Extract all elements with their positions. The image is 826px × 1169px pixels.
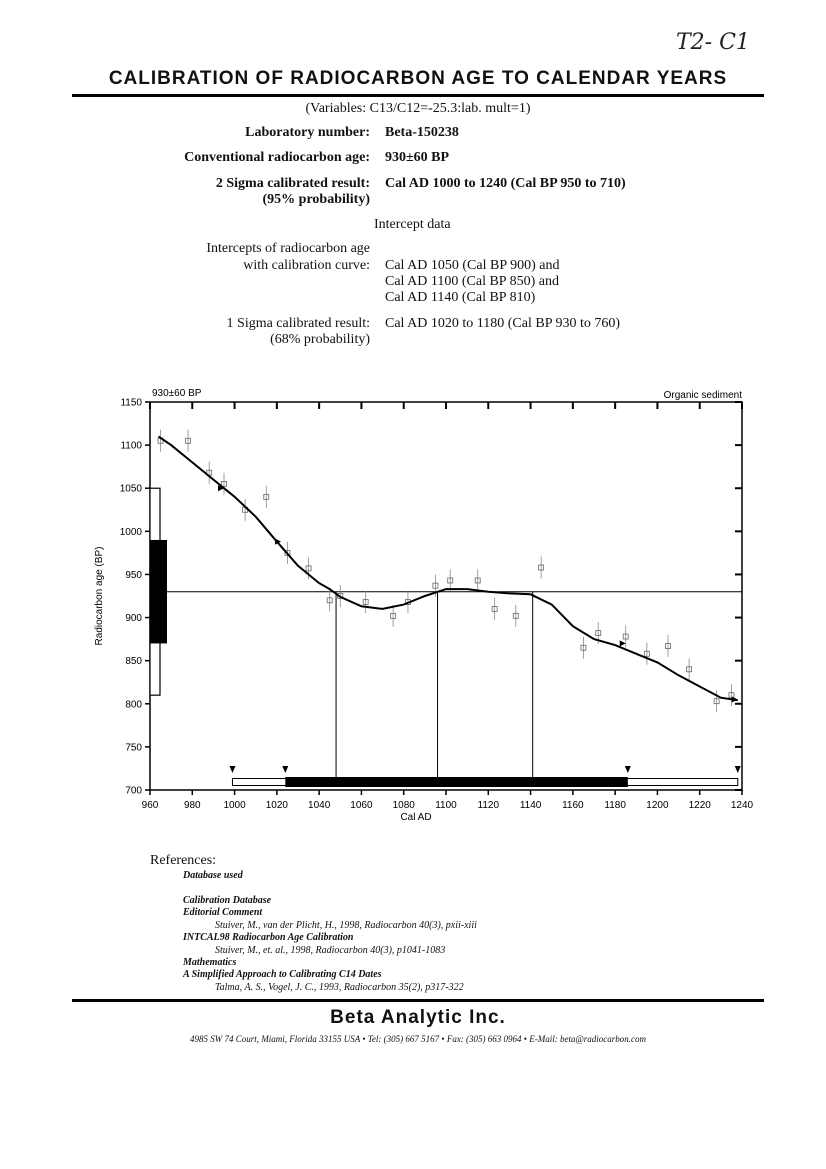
- range-marker: [625, 766, 631, 773]
- lab-number-value: Beta-150238: [385, 125, 459, 140]
- x-tick-label: 980: [183, 800, 201, 811]
- x-tick-label: 1200: [646, 800, 669, 811]
- x-tick-label: 1160: [562, 800, 584, 811]
- reference-title-2: Editorial Comment: [183, 907, 263, 918]
- y-tick-label: 950: [125, 569, 142, 581]
- reference-title-4: Mathematics: [183, 957, 237, 968]
- reference-title-5: A Simplified Approach to Calibrating C14 Dates: [183, 969, 382, 980]
- references-database-used: Database used: [183, 870, 243, 881]
- calibration-curve: [159, 437, 738, 701]
- x-tick-label: 1060: [350, 800, 373, 811]
- one-sigma-value: Cal AD 1020 to 1180 (Cal BP 930 to 760): [385, 316, 621, 331]
- y-tick-label: 800: [125, 699, 142, 711]
- range-marker: [282, 766, 288, 773]
- intercept-value-2: Cal AD 1100 (Cal BP 850) and: [385, 274, 559, 289]
- sigma1-cal-bar: [285, 777, 628, 787]
- y-tick-label: 700: [125, 785, 142, 797]
- x-tick-label: 960: [141, 800, 159, 811]
- chart-subtitle: Organic sediment: [663, 390, 742, 401]
- curve-marker: [732, 696, 738, 702]
- x-tick-label: 1120: [477, 800, 500, 811]
- plot-frame: [150, 402, 742, 790]
- range-marker: [735, 766, 741, 773]
- page-title: CALIBRATION OF RADIOCARBON AGE TO CALENDAR YEARS: [108, 68, 728, 89]
- y-tick-label: 1000: [119, 526, 142, 538]
- one-sigma-label: 1 Sigma calibrated result:: [226, 316, 370, 331]
- x-tick-label: 1100: [435, 800, 457, 811]
- intercept-heading: Intercept data: [374, 217, 451, 232]
- x-tick-label: 1140: [519, 800, 542, 811]
- conventional-age-label: Conventional radiocarbon age:: [184, 150, 370, 165]
- y-tick-label: 900: [125, 613, 142, 625]
- two-sigma-value: Cal AD 1000 to 1240 (Cal BP 950 to 710): [385, 176, 626, 191]
- reference-title-1: Calibration Database: [183, 895, 272, 906]
- two-sigma-probability: (95% probability): [262, 192, 370, 207]
- y-tick-label: 1100: [120, 440, 142, 452]
- title-rule: [72, 94, 764, 97]
- reference-title-3: INTCAL98 Radiocarbon Age Calibration: [183, 932, 354, 943]
- handwritten-note: T2- C1: [676, 30, 750, 55]
- two-sigma-label: 2 Sigma calibrated result:: [215, 176, 370, 191]
- reference-citation-2: Stuiver, M., van der Plicht, H., 1998, Radiocarbon 40(3), pxii-xiii: [215, 920, 477, 931]
- footer-rule: [72, 999, 764, 1002]
- calibration-chart: [0, 380, 826, 830]
- company-address: 4985 SW 74 Court, Miami, Florida 33155 USA • Tel: (305) 667 5167 • Fax: (305) 663 0964 • E-Mail: beta@radiocarbon.com: [190, 1034, 646, 1044]
- x-tick-label: 1220: [688, 800, 711, 811]
- x-tick-label: 1000: [223, 800, 246, 811]
- y-tick-label: 1150: [120, 397, 142, 409]
- reference-citation-5: Talma, A. S., Vogel, J. C., 1993, Radiocarbon 35(2), p317-322: [215, 982, 464, 993]
- y-tick-label: 750: [125, 742, 142, 754]
- variables-line: (Variables: C13/C12=-25.3:lab. mult=1): [305, 101, 531, 116]
- curve-marker: [620, 640, 626, 646]
- x-tick-label: 1180: [604, 800, 626, 811]
- chart-title: 930±60 BP: [152, 388, 202, 399]
- references-heading: References:: [150, 853, 217, 868]
- y-axis-label: Radiocarbon age (BP): [94, 546, 105, 646]
- x-tick-label: 1080: [392, 800, 415, 811]
- conventional-age-value: 930±60 BP: [385, 150, 450, 165]
- intercepts-label: Intercepts of radiocarbon age: [206, 241, 370, 256]
- lab-number-label: Laboratory number:: [245, 125, 370, 140]
- y-tick-label: 1050: [119, 483, 142, 495]
- y-tick-label: 850: [125, 656, 142, 668]
- x-tick-label: 1040: [308, 800, 331, 811]
- x-tick-label: 1020: [265, 800, 288, 811]
- range-marker: [229, 766, 235, 773]
- x-tick-label: 1240: [730, 800, 754, 811]
- reference-citation-3: Stuiver, M., et. al., 1998, Radiocarbon 40(3), p1041-1083: [215, 945, 446, 956]
- intercept-value-3: Cal AD 1140 (Cal BP 810): [385, 290, 536, 305]
- company-name: Beta Analytic Inc.: [330, 1007, 506, 1028]
- intercepts-label-2: with calibration curve:: [243, 258, 370, 273]
- intercept-value-1: Cal AD 1050 (Cal BP 900) and: [385, 258, 560, 273]
- one-sigma-probability: (68% probability): [270, 332, 370, 347]
- x-axis-label: Cal AD: [400, 812, 432, 823]
